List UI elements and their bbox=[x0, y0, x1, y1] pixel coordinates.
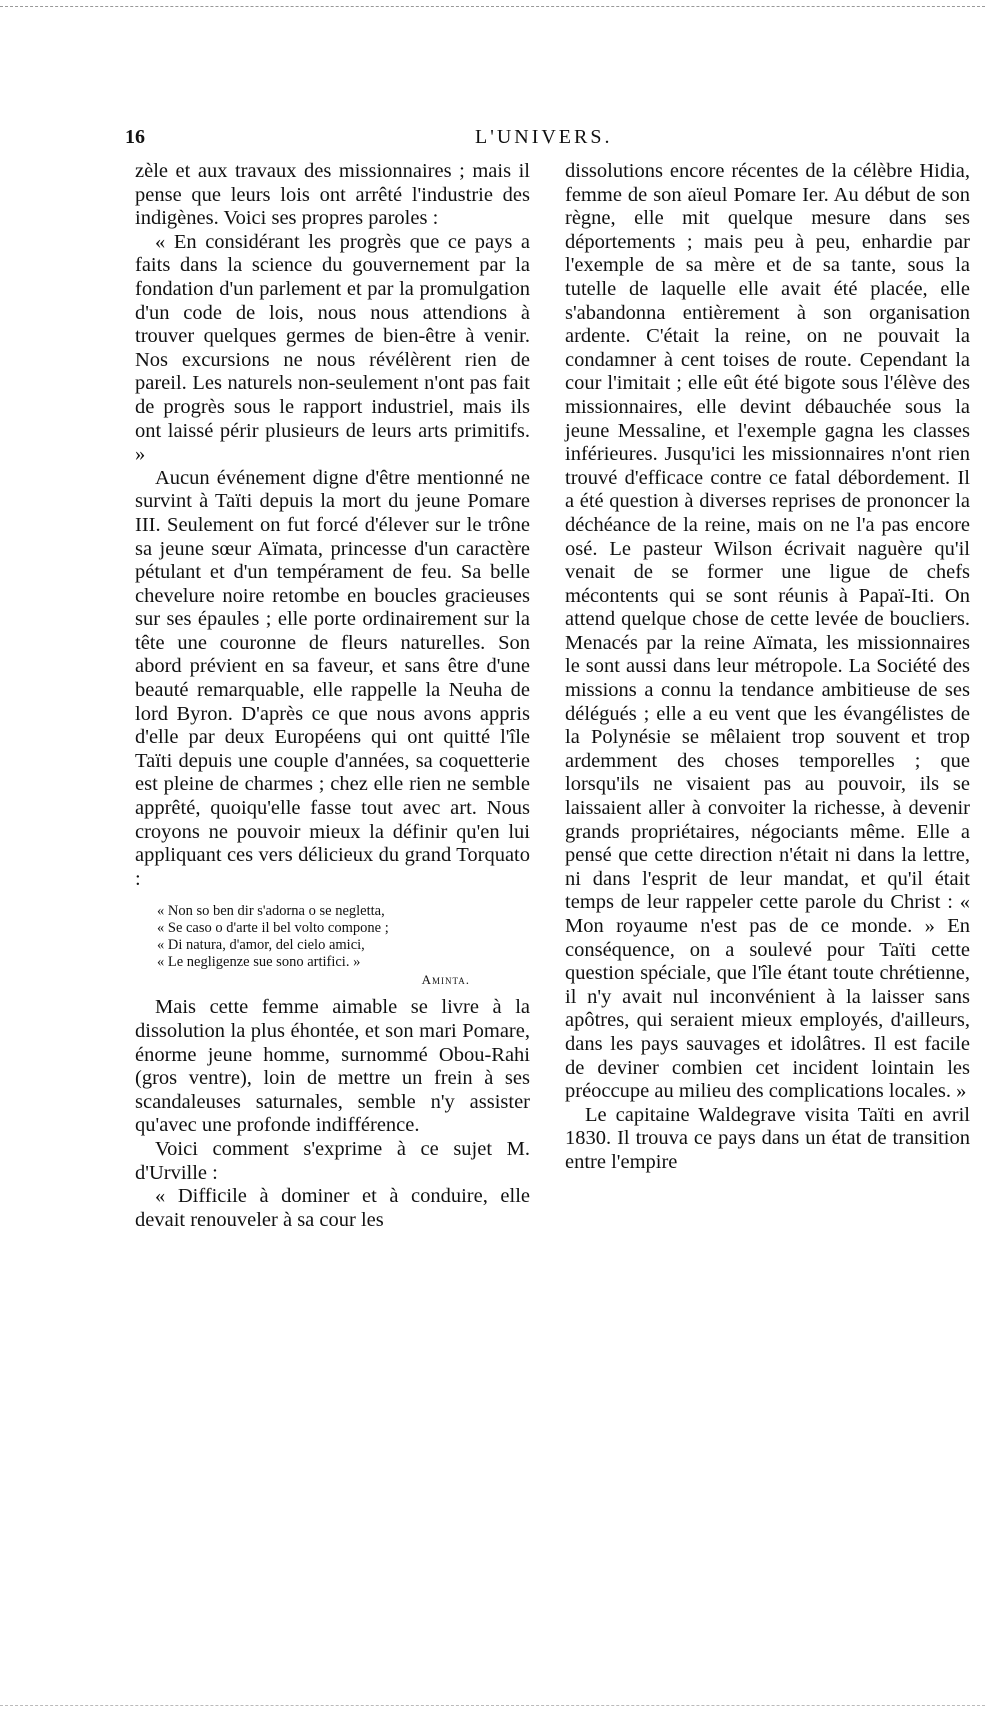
verse-line: « Non so ben dir s'adorna o se negletta, bbox=[157, 903, 385, 920]
paragraph-quote: « Difficile à dominer et à conduire, elle devait renouveler à sa cour les bbox=[135, 1185, 530, 1231]
verse-line: « Di natura, d'amor, del cielo amici, bbox=[157, 937, 365, 954]
paragraph: Mais cette femme aimable se livre à la dissolution la plus éhontée, et son mari Pomare, énorme jeune homme, surnommé Obou-Rahi (gros ventre), loin de mettre un frein à ses scandaleuses saturnales, semble n'y assister qu'avec une profonde indifférence. bbox=[135, 996, 530, 1137]
paragraph: Le capitaine Waldegrave visita Taïti en avril 1830. Il trouva ce pays dans un état de transition entre l'empire bbox=[565, 1103, 970, 1173]
paragraph: Aucun événement digne d'être mentionné ne survint à Taïti depuis la mort du jeune Pomare III. Seulement on fut forcé d'élever sur le trône sa jeune sœur Aïmata, princesse d'un caractère pétulant et d'un tempérament de feu. Sa belle chevelure noire retombe en boucles gracieuses sur ses épaules ; elle porte ordinairement sur la tête une couronne de fleurs naturelles. Son abord prévient en sa faveur, et sans être d'une beauté remarquable, elle rappelle la Neuha de lord Byron. D'après ce que nous avons appris d'elle par deux Européens qui ont quitté l'île Taïti depuis une couple d'années, sa coquetterie est pleine de charmes ; chez elle rien ne semble apprêté, quoiqu'elle fasse tout avec art. Nous croyons ne pouvoir mieux la définir qu'en lui appliquant ces vers délicieux du grand Torquato : bbox=[135, 466, 530, 890]
right-column bbox=[565, 160, 970, 1175]
running-title: L'UNIVERS. bbox=[475, 126, 613, 148]
paragraph: Voici comment s'exprime à ce sujet M. d'Urville : bbox=[135, 1137, 530, 1184]
verse-line: « Le negligenze sue sono artifici. » bbox=[157, 954, 361, 971]
verse-line: « Se caso o d'arte il bel volto compone ; bbox=[157, 920, 389, 937]
verse-block bbox=[157, 903, 530, 988]
left-column bbox=[135, 160, 530, 1232]
scan-edge-top bbox=[0, 6, 985, 7]
scan-edge-bottom bbox=[0, 1705, 985, 1706]
paragraph: zèle et aux travaux des missionnaires ; mais il pense que leurs lois ont arrêté l'industrie des indigènes. Voici ses propres paroles : bbox=[135, 160, 530, 230]
verse-attribution: Aminta. bbox=[421, 972, 470, 988]
paragraph-quote: « En considérant les progrès que ce pays a faits dans la science du gouvernement par la fondation d'un parlement et par la promulgation d'un code de lois, nous nous attendions à trouver quelques germes de bien-être à venir. Nos excursions ne nous révélèrent rien de pareil. Les naturels non-seulement n'ont pas fait de progrès sous le rapport industriel, mais ils ont laissé périr plusieurs de leurs arts primitifs. » bbox=[135, 230, 530, 466]
paragraph: dissolutions encore récentes de la célèbre Hidia, femme de son aïeul Pomare Ier. Au début de son règne, elle mit quelque mesure dans ses déportements ; mais peu à peu, enhardie par l'exemple de sa mère et de sa tante, sous la tutelle de laquelle elle avait été placée, elle s'abandonna entièrement à son organisation ardente. C'était la reine, on ne pouvait la condamner à cent toises de route. Cependant la cour l'imitait ; elle eût été bigote sous l'élève des missionnaires, elle devint débauchée sous la jeune Messaline, et l'exemple gagna les classes inférieures. Jusqu'ici les missionnaires n'ont rien trouvé d'efficace contre ce fatal débordement. Il a été question à diverses reprises de prononcer la déchéance de la reine, mais on ne l'a pas encore osé. Le pasteur Wilson écrivait naguère qu'il venait de se former une ligue de chefs mécontents qui se sont réunis à Papaï-Iti. On attend quelque chose de cette levée de boucliers. Menacés par la reine Aïmata, les missionnaires le sont aussi dans leur métropole. La Société des missions a connu la tendance ambitieuse de ses délégués ; elle a eu vent que les évangélistes de la Polynésie se mêlaient trop souvent et trop ardemment des choses temporelles ; que lorsqu'ils ne visaient pas au pouvoir, ils se laissaient aller à convoiter la richesse, à devenir grands propriétaires, négociants même. Elle a pensé que cette direction n'était ni dans la lettre, ni dans l'esprit de leur mandat, et qu'il était temps de leur rappeler cette parole du Christ : « Mon royaume n'est pas de ce monde. » En conséquence, on a soulevé pour Taïti cette question spéciale, que l'île étant toute chrétienne, il n'y avait nul inconvénient à la laisser sans apôtres, qui seraient mieux employés, d'ailleurs, dans les pays sauvages et idolâtres. Il est facile de deviner combien cet incident lointain les préoccupe au milieu des complications locales. » bbox=[565, 160, 970, 1103]
page-number: 16 bbox=[125, 126, 145, 148]
